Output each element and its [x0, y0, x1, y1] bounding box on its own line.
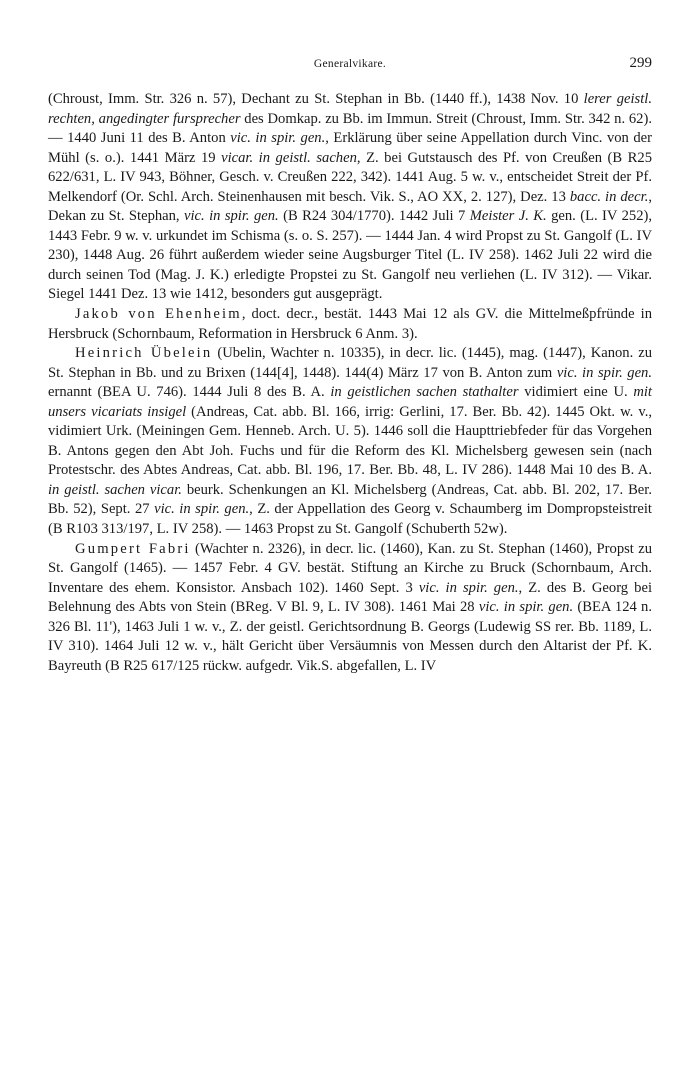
italic-term: mit unsers vicariats insigel: [48, 384, 652, 420]
text-run: beurk. Schenkungen an Kl. Michelsberg (Andreas, Cat. abb. Bl. 202, 17. Ber. Bb. 52), Sept. 27: [48, 481, 652, 518]
italic-term: vic. in spir. gen.: [230, 130, 326, 147]
text-run: (Andreas, Cat. abb. Bl. 166, irrig: Gerlini, 17. Ber. Bb. 42). 1445 Okt. w. v., vidimiert Urk. (Meiningen Gem. Henneb. Arch. U. 5). 1446 soll die Haupttriebfeder für das Vorgehen B. Antons gegen den Abt Joh. Fuchs und für die Reform des Kl. Michelsberg gewesen sein (nach Protestschr. des Abtes Andreas, Cat. abb. Bl. 196, 17. Ber. Bb. 48, L. IV 286). 1448 Mai 10 des B. A.: [48, 403, 652, 479]
italic-term: vic. in spir. gen.: [154, 501, 250, 518]
running-title: Generalvikare.: [313, 58, 387, 70]
italic-term: Meister J. K.: [469, 208, 547, 225]
italic-term: vic. in spir. gen.: [556, 364, 653, 381]
entry-name: Gumpert Fabri: [75, 540, 191, 557]
page-number: 299: [629, 55, 652, 71]
text-run: (Wachter n. 2326), in decr. lic. (1460), Kan. zu St. Stephan (1460), Propst zu St. Gangolf (1465). — 1457 Febr. 4 GV. bestät. Stiftung an Kirche zu Bruck (Schornbaum, Arch. Inventare des ehem. Konsistor. Ansbach 102). 1460 Sept. 3: [48, 540, 652, 596]
text-run: gen. (L. IV 252), 1443 Febr. 9 w. v. urkundet im Schisma (s. o. S. 257). — 1444 Jan. 4 wird Propst zu St. Gangolf (L. IV 230), 1448 Aug. 26 führt außerdem wieder seine Augsburger Titel (L. IV 258). 1462 Juli 22 wird die durch seinen Tod (Mag. J. K.) erledigte Propstei zu St. Gangolf neu verliehen (L. IV 312). — Vikar. Siegel 1441 Dez. 13 wie 1412, besonders gut ausgeprägt.: [48, 208, 652, 303]
italic-term: vic. in spir. gen.: [478, 599, 574, 616]
italic-term: vicar. in geistl. sachen: [221, 149, 357, 166]
italic-term: lerer geistl. rechten, angedingter fursprecher: [48, 91, 652, 127]
italic-term: in geistl. sachen vicar.: [48, 481, 182, 498]
page-header: [48, 55, 652, 90]
paragraph-chroust-continuation: [48, 90, 652, 305]
italic-term: vic. in spir. gen.: [418, 579, 519, 596]
body-text: [48, 90, 652, 676]
entry-name: Jakob von Ehenheim: [75, 306, 242, 323]
text-run: ernannt (BEA U. 746). 1444 Juli 8 des B. A.: [48, 384, 331, 401]
text-run: , Z. der Appellation des Georg v. Schaumberg im Dompropsteistreit (B R103 313/197, L. IV 258). — 1463 Propst zu St. Gangolf (Schuberth 52w).: [48, 501, 652, 538]
text-run: , Z. des B. Georg bei Belehnung des Abts von Stein (BReg. V Bl. 9, L. IV 308). 1461 Mai 28: [48, 579, 652, 616]
paragraph-jakob-von-ehenheim: [48, 305, 652, 344]
document-page: [48, 55, 653, 676]
text-run: , Erklärung über seine Appellation durch Vinc. von der Mühl (s. o.). 1441 März 19: [48, 130, 652, 166]
text-run: , Z. bei Gutstausch des Pf. von Creußen (B R25 622/631, L. IV 943, Böhner, Gesch. v. Creußen 222, 342). 1441 Aug. 5 w. v., entscheidet Streit der Pf. Melkendorf (Or. Schl. Arch. Steinenhausen mit besch. Vik. S., AO XX, 2. 127), Dez. 13: [48, 149, 652, 205]
text-run: (B R24 304/1770). 1442 Juli 7: [278, 208, 470, 225]
text-run: (Ubelin, Wachter n. 10335), in decr. lic. (1445), mag. (1447), Kanon. zu St. Stephan in Bb. und zu Brixen (144[4], 1448). 144(4) März 17 von B. Anton zum: [48, 345, 652, 381]
text-run: des Domkap. zu Bb. im Immun. Streit (Chroust, Imm. Str. 342 n. 62). — 1440 Juni 11 des B. Anton: [48, 110, 652, 147]
text-run: (BEA 124 n. 326 Bl. 11'), 1463 Juli 1 w. v., Z. der geistl. Gerichtsordnung B. Georgs (Ludewig SS rer. Bb. 1189, L. IV 310). 1464 Juli 12 w. v., hält Gericht über Versäumnis von Messen durch den Altarist der Pf. K. Bayreuth (B R25 617/125 rückw. aufgedr. Vik.S. abgefallen, L. IV: [48, 599, 652, 674]
italic-term: in geistlichen sachen stathalter: [330, 384, 519, 401]
text-run: , doct. decr., bestät. 1443 Mai 12 als GV. die Mittelmeßpfründe in Hersbruck (Schornbaum, Reformation in Hersbruck 6 Anm. 3).: [48, 306, 652, 342]
text-run: , Dekan zu St. Stephan,: [48, 188, 653, 225]
text-run: (Chroust, Imm. Str. 326 n. 57), Dechant zu St. Stephan in Bb. (1440 ff.), 1438 Nov. 10: [48, 91, 584, 107]
paragraph-heinrich-uebelein: [48, 344, 652, 539]
paragraph-gumpert-fabri: [48, 540, 652, 677]
italic-term: bacc. in decr.: [569, 188, 649, 205]
entry-name: Heinrich Übelein: [75, 345, 213, 362]
text-run: vidimiert eine U.: [518, 384, 634, 401]
italic-term: vic. in spir. gen.: [184, 208, 279, 225]
